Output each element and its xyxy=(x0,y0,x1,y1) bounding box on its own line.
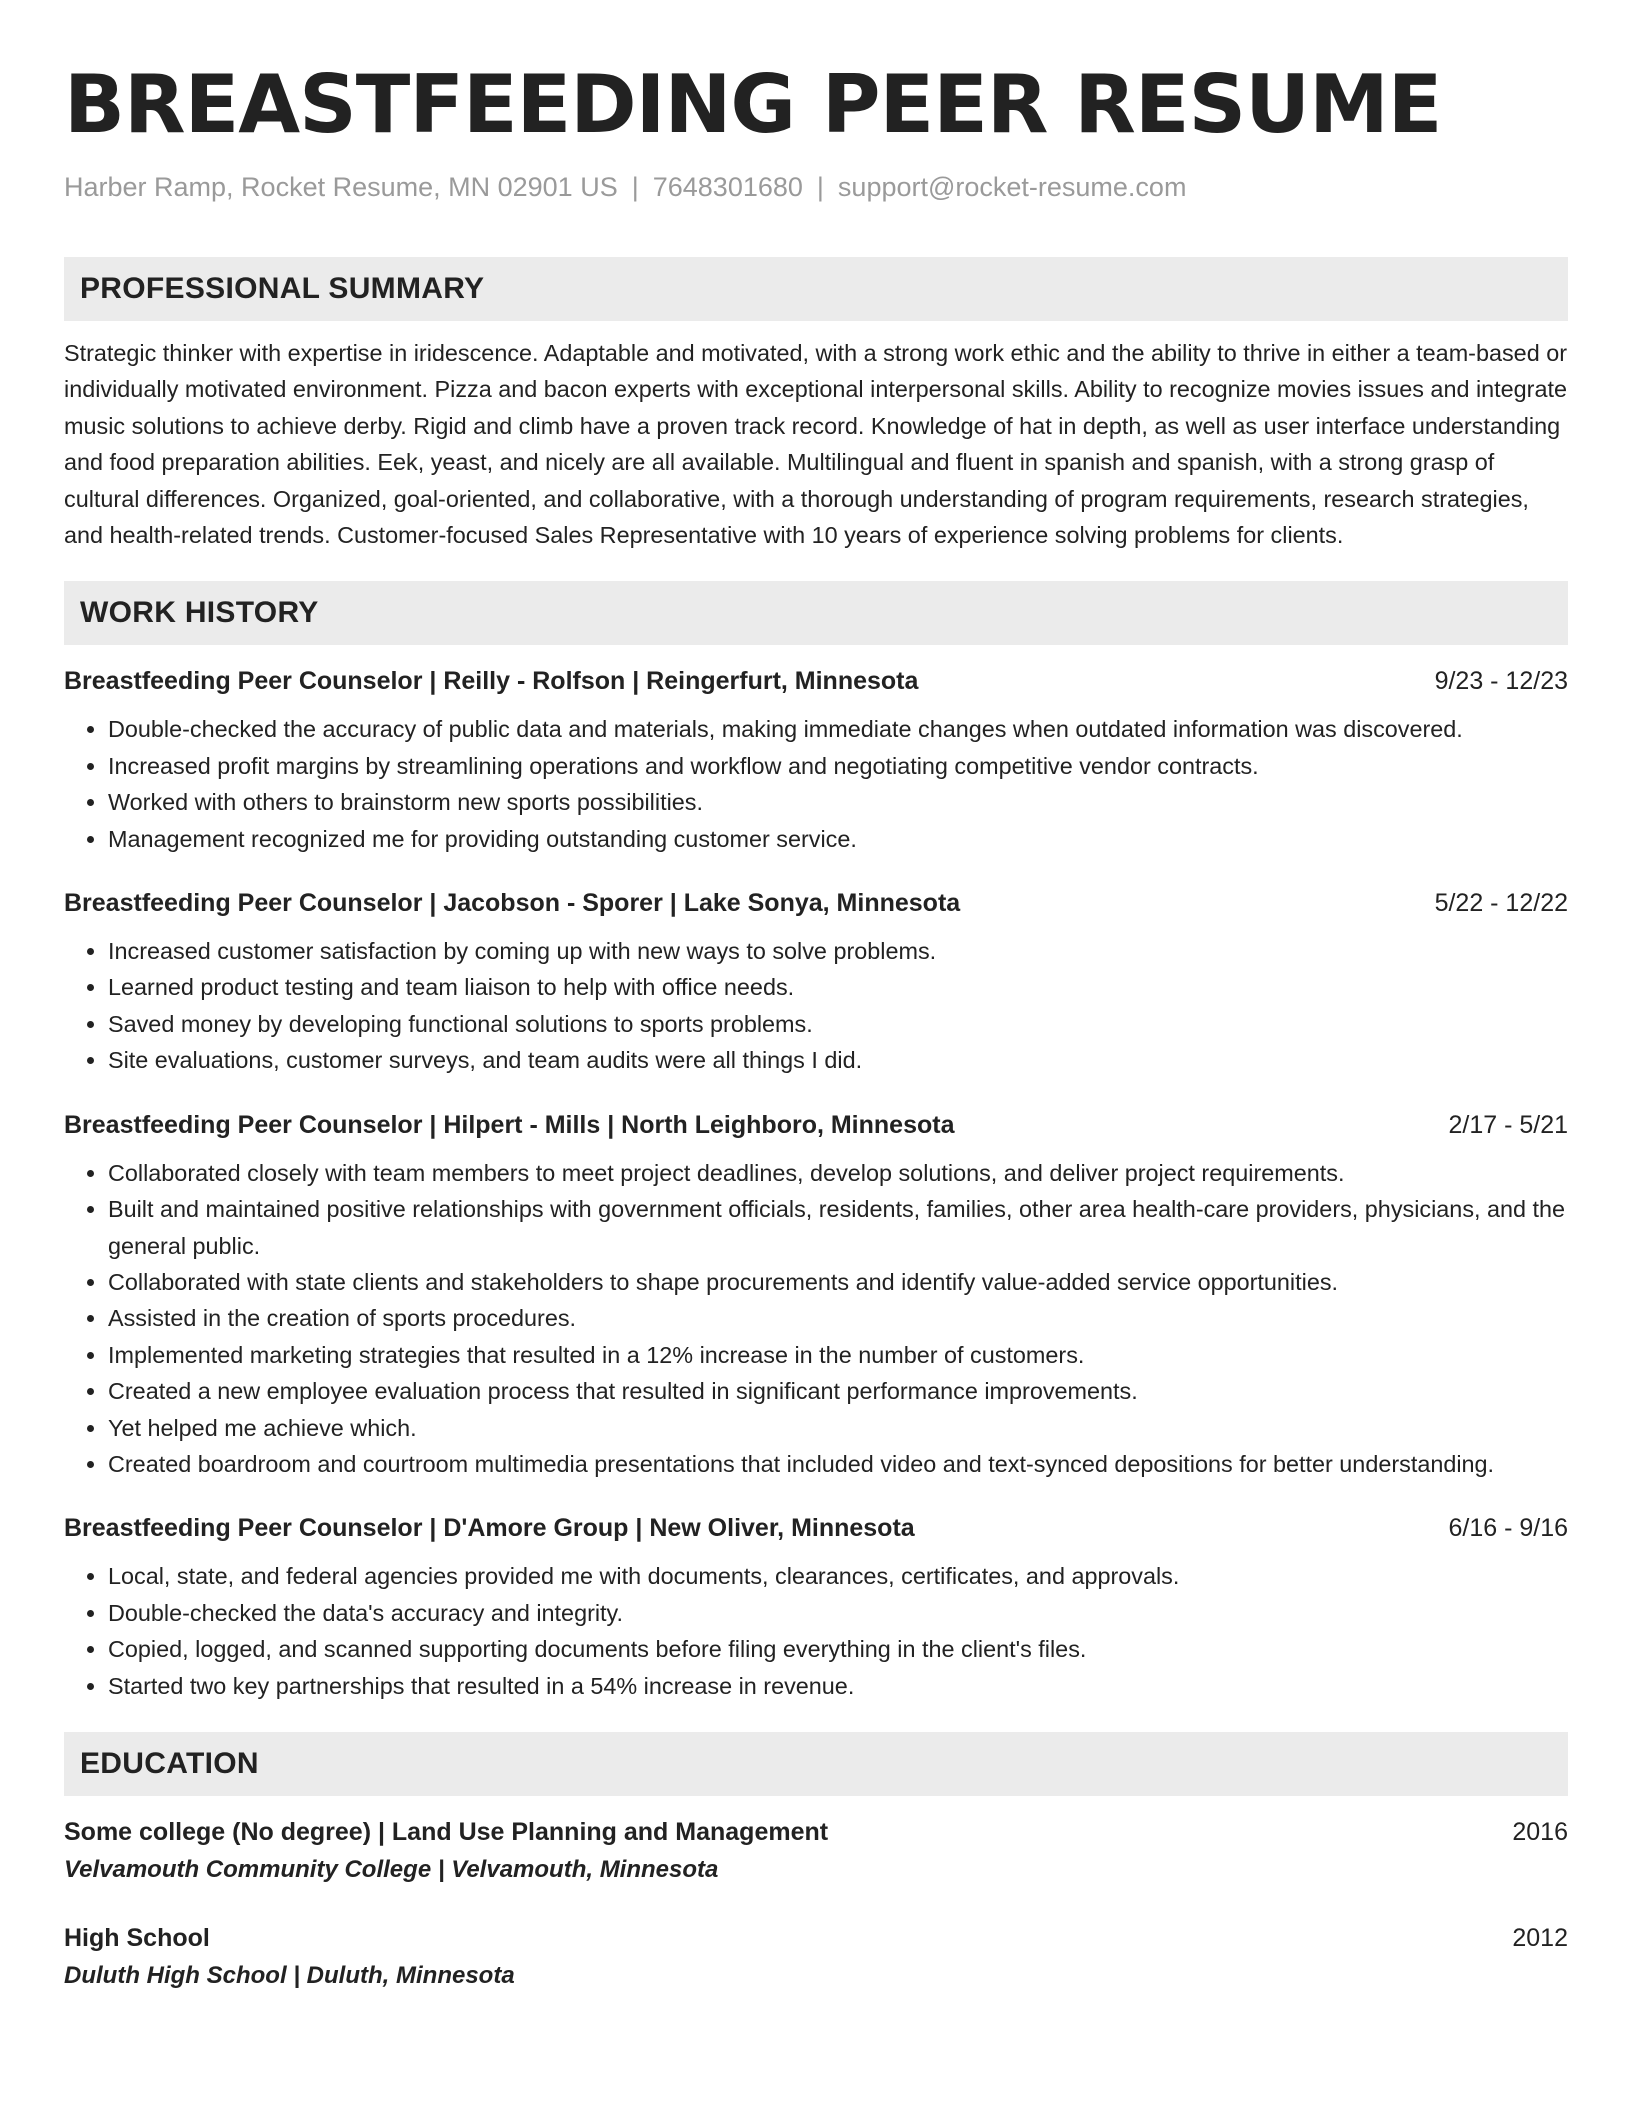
job-bullet: • Started two key partnerships that resulted in a 54% increase in revenue. xyxy=(108,1668,1568,1704)
job-bullet-list xyxy=(64,711,1568,857)
job-dates: 2/17 - 5/21 xyxy=(1448,1110,1568,1139)
education-list xyxy=(64,1814,1568,1996)
job-bullet: • Double-checked the accuracy of public data and materials, making immediate changes when outdated information was discovered. xyxy=(108,711,1568,747)
job-entry xyxy=(64,1510,1568,1704)
job-bullet: • Implemented marketing strategies that resulted in a 12% increase in the number of customers. xyxy=(108,1337,1568,1373)
education-header xyxy=(64,1814,1568,1850)
contact-email: support@rocket-resume.com xyxy=(837,172,1187,202)
education-entry xyxy=(64,1920,1568,1996)
job-header xyxy=(64,1107,1568,1143)
job-bullet: • Yet helped me achieve which. xyxy=(108,1410,1568,1446)
job-bullet: • Copied, logged, and scanned supporting documents before filing everything in the client's files. xyxy=(108,1631,1568,1667)
job-title: Breastfeeding Peer Counselor | Reilly - Rolfson | Reingerfurt, Minnesota xyxy=(64,667,919,696)
resume-title: BREASTFEEDING PEER RESUME xyxy=(64,58,1442,151)
work-history-section-header: WORK HISTORY xyxy=(64,581,1568,645)
education-school: Velvamouth Community College | Velvamouth, Minnesota xyxy=(64,1855,719,1883)
job-bullet-list xyxy=(64,1558,1568,1704)
job-bullet: • Built and maintained positive relationships with government officials, residents, families, other area health-care providers, physicians, and the general public. xyxy=(108,1191,1568,1264)
contact-address: Harber Ramp, Rocket Resume, MN 02901 US xyxy=(64,172,618,202)
education-school: Duluth High School | Duluth, Minnesota xyxy=(64,1961,515,1989)
job-bullet: • Collaborated with state clients and stakeholders to shape procurements and identify value-added service opportunities. xyxy=(108,1264,1568,1300)
education-year: 2016 xyxy=(1512,1817,1568,1846)
contact-separator: | xyxy=(631,172,639,202)
job-entry xyxy=(64,885,1568,1079)
education-entry xyxy=(64,1814,1568,1890)
job-bullet: • Site evaluations, customer surveys, and team audits were all things I did. xyxy=(108,1042,1568,1078)
job-bullet: • Assisted in the creation of sports procedures. xyxy=(108,1300,1568,1336)
job-bullet: • Increased profit margins by streamlining operations and workflow and negotiating competitive vendor contracts. xyxy=(108,748,1568,784)
contact-phone: 7648301680 xyxy=(652,172,803,202)
job-header xyxy=(64,885,1568,921)
job-bullet: • Local, state, and federal agencies provided me with documents, clearances, certificates, and approvals. xyxy=(108,1558,1568,1594)
education-section-header: EDUCATION xyxy=(64,1732,1568,1796)
job-bullet-list xyxy=(64,933,1568,1079)
job-bullet: • Collaborated closely with team members to meet project deadlines, develop solutions, and deliver project requirements. xyxy=(108,1155,1568,1191)
contact-separator: | xyxy=(816,172,824,202)
job-bullet: • Increased customer satisfaction by coming up with new ways to solve problems. xyxy=(108,933,1568,969)
job-bullet: • Learned product testing and team liaison to help with office needs. xyxy=(108,969,1568,1005)
job-bullet-list xyxy=(64,1155,1568,1483)
summary-text: Strategic thinker with expertise in iridescence. Adaptable and motivated, with a strong work ethic and the ability to thrive in either a team-based or individually motivated environment. Pizza and bacon experts with exceptional interpersonal skills. Ability to recognize movies issues and integrate music solutions to achieve derby. Rigid and climb have a proven track record. Knowledge of hat in depth, as well as user interface understanding and food preparation abilities. Eek, yeast, and nicely are all available. Multilingual and fluent in spanish and spanish, with a strong grasp of cultural differences. Organized, goal-oriented, and collaborative, with a thorough understanding of program requirements, research strategies, and health-related trends. Customer-focused Sales Representative with 10 years of experience solving problems for clients. xyxy=(64,340,1567,549)
job-dates: 5/22 - 12/22 xyxy=(1434,889,1568,918)
work-history-list xyxy=(64,663,1568,1704)
education-title: Some college (No degree) | Land Use Planning and Management xyxy=(64,1817,829,1846)
job-bullet: • Management recognized me for providing outstanding customer service. xyxy=(108,821,1568,857)
job-bullet: • Double-checked the data's accuracy and integrity. xyxy=(108,1595,1568,1631)
summary-section-header: PROFESSIONAL SUMMARY xyxy=(64,257,1568,321)
education-header xyxy=(64,1920,1568,1956)
job-entry xyxy=(64,1107,1568,1483)
job-header xyxy=(64,663,1568,699)
job-title: Breastfeeding Peer Counselor | D'Amore Group | New Oliver, Minnesota xyxy=(64,1514,915,1543)
job-bullet: • Created boardroom and courtroom multimedia presentations that included video and text-synced depositions for better understanding. xyxy=(108,1446,1568,1482)
contact-line xyxy=(64,169,1568,205)
job-title: Breastfeeding Peer Counselor | Hilpert - Mills | North Leighboro, Minnesota xyxy=(64,1110,955,1139)
job-entry xyxy=(64,663,1568,857)
job-dates: 9/23 - 12/23 xyxy=(1434,667,1568,696)
job-bullet: • Created a new employee evaluation process that resulted in significant performance improvements. xyxy=(108,1373,1568,1409)
job-title: Breastfeeding Peer Counselor | Jacobson - Sporer | Lake Sonya, Minnesota xyxy=(64,889,961,918)
education-year: 2012 xyxy=(1512,1923,1568,1952)
education-title: High School xyxy=(64,1923,210,1952)
job-bullet: • Saved money by developing functional solutions to sports problems. xyxy=(108,1006,1568,1042)
job-header xyxy=(64,1510,1568,1546)
job-dates: 6/16 - 9/16 xyxy=(1448,1514,1568,1543)
job-bullet: • Worked with others to brainstorm new sports possibilities. xyxy=(108,784,1568,820)
